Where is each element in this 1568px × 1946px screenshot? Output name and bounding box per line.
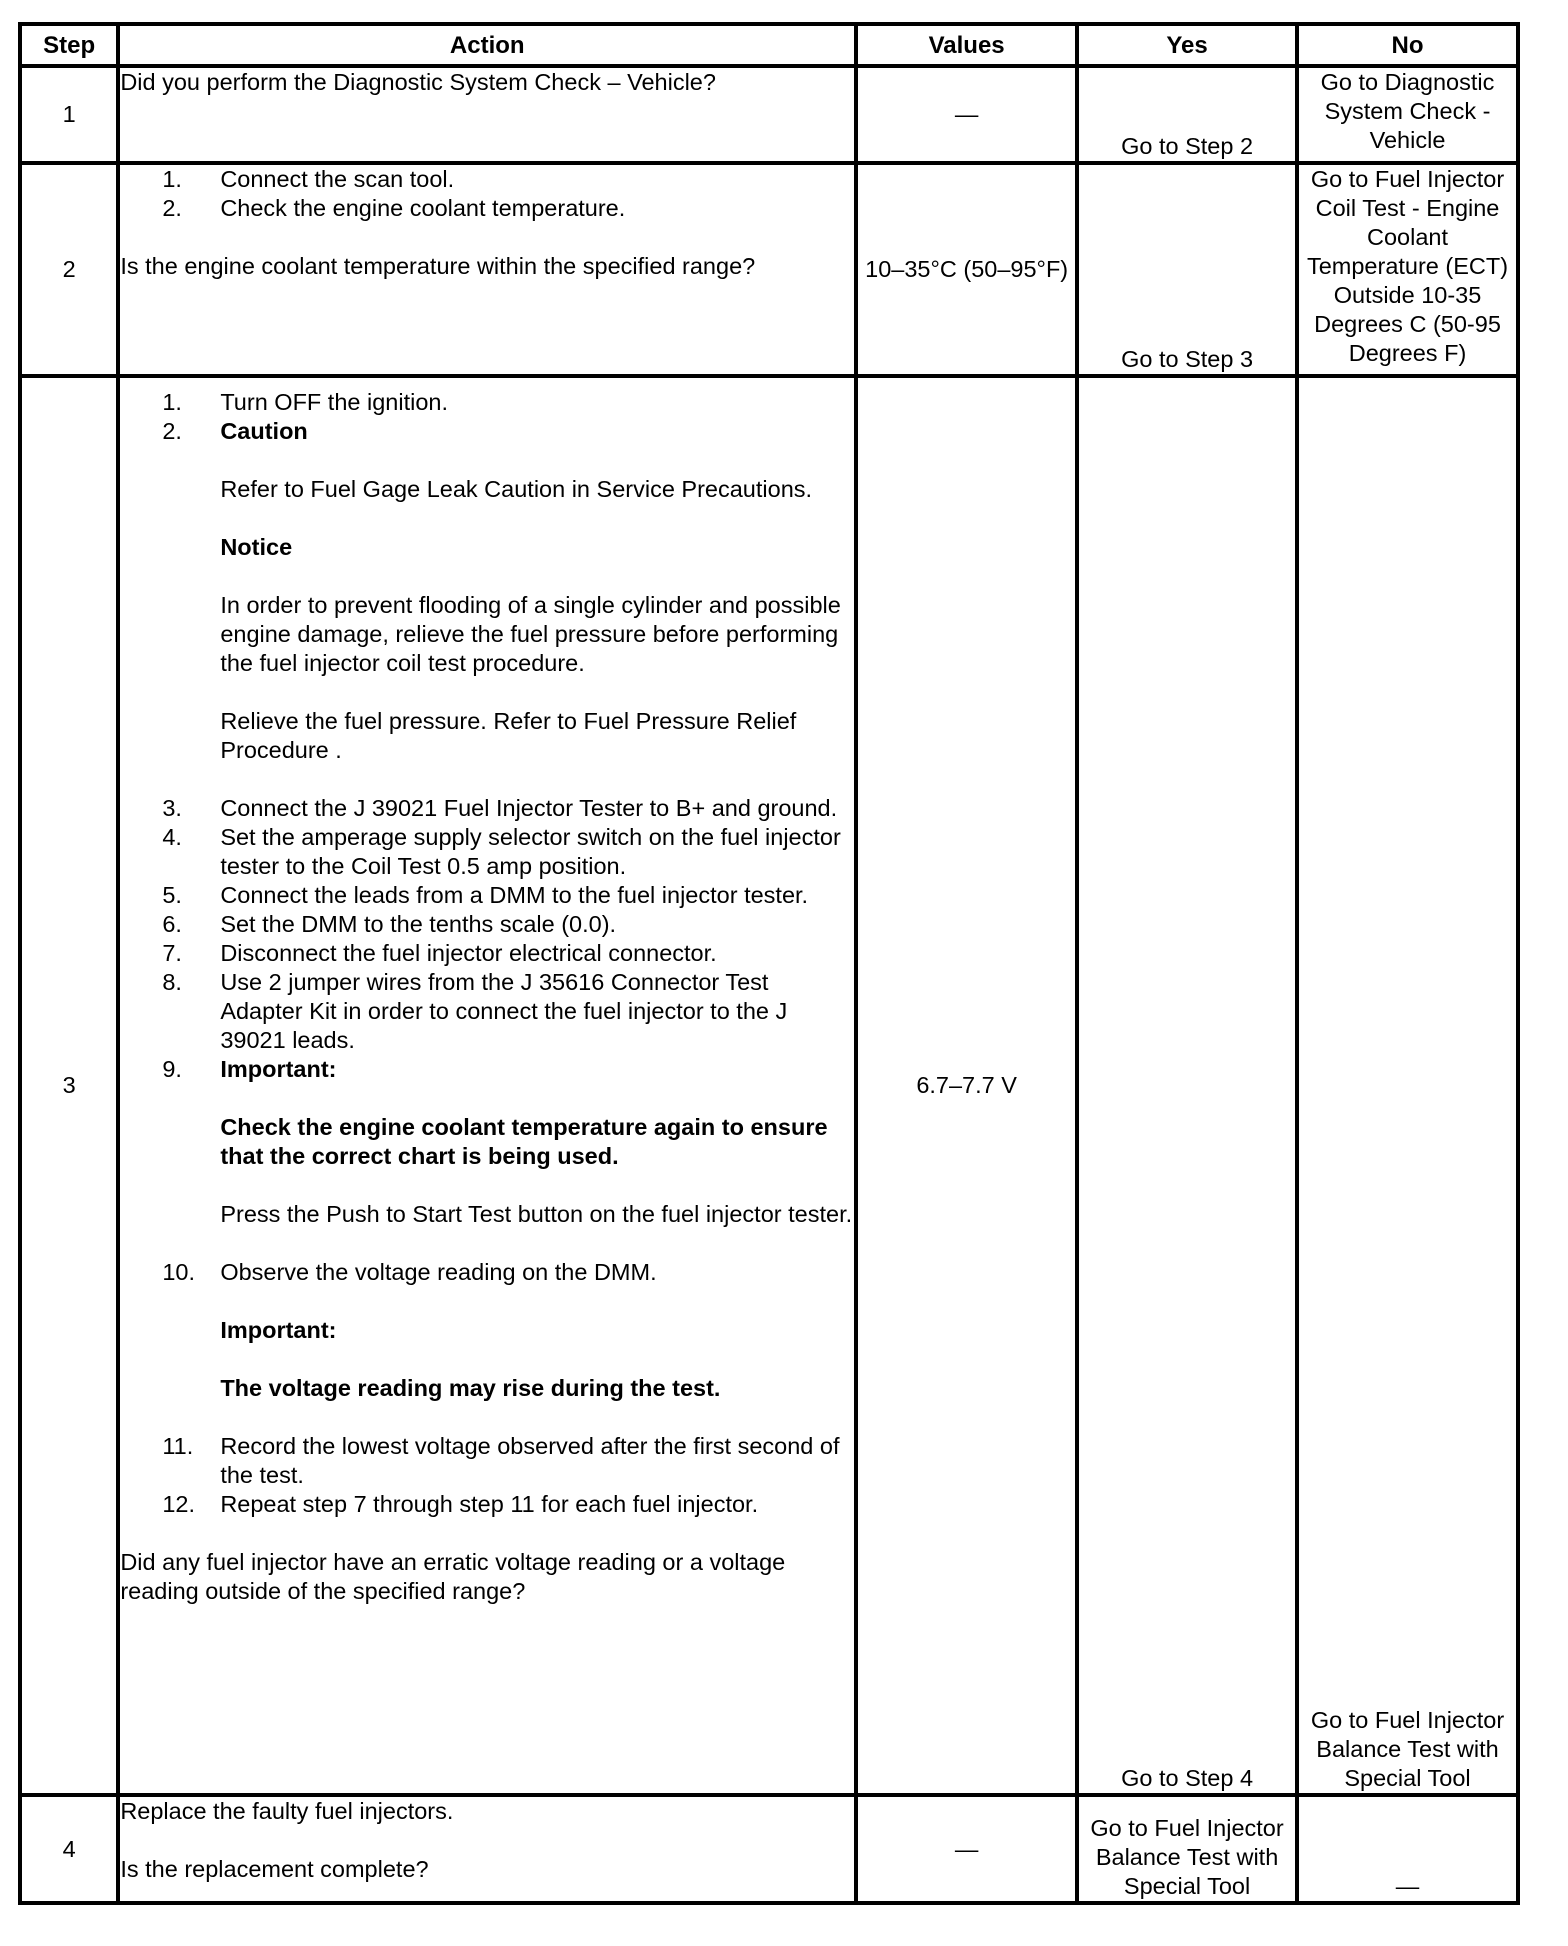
list-item: 3. Connect the J 39021 Fuel Injector Tester to B+ and ground. (162, 795, 838, 821)
step-instruction: Press the Push to Start Test button on the fuel injector tester. (220, 1201, 853, 1227)
question-text: Is the replacement complete? (120, 1856, 429, 1882)
list-item: 1. Connect the scan tool. (162, 166, 455, 192)
table-row (20, 66, 1518, 163)
header-row (20, 24, 1518, 66)
question-text: Is the engine coolant temperature within the specified range? (120, 253, 756, 279)
no-cell: — (1297, 1795, 1518, 1903)
question-text: Did any fuel injector have an erratic voltage reading or a voltage reading outside of the specified range? (120, 1549, 786, 1604)
important-label: Important: (220, 1317, 337, 1343)
list-item: 6. Set the DMM to the tenths scale (0.0). (162, 911, 617, 937)
list-item: 2. Caution Refer to Fuel Gage Leak Caution in Service Precautions. Notice In order to prevent flooding of a single cylinder and possible engine damage, relieve the fuel pressure before performing the fuel injector coil test procedure. Relieve the fuel pressure. Refer to Fuel Pressure Relief Procedure . (120, 417, 854, 794)
values-cell: — (856, 66, 1077, 163)
list-item: 11. Record the lowest voltage observed after the first second of the test. (162, 1433, 840, 1488)
list-item: 2. Check the engine coolant temperature. (162, 195, 626, 221)
step-number: 1 (20, 66, 118, 163)
important-text: Check the engine coolant temperature again to ensure that the correct chart is being used. (220, 1114, 828, 1169)
action-cell (118, 66, 856, 163)
action-cell (118, 376, 856, 1795)
caution-label: Caution (220, 418, 308, 444)
list-item: 12. Repeat step 7 through step 11 for each fuel injector. (162, 1491, 759, 1517)
procedure-list (120, 165, 854, 223)
list-item: 7. Disconnect the fuel injector electrical connector. (162, 940, 717, 966)
no-link[interactable]: Go to Diagnostic System Check - Vehicle (1297, 66, 1518, 163)
yes-link[interactable]: Go to Step 4 (1077, 376, 1297, 1795)
action-cell (118, 163, 856, 376)
list-item: 5. Connect the leads from a DMM to the fuel injector tester. (162, 882, 809, 908)
step-number: 4 (20, 1795, 118, 1903)
values-cell: 6.7–7.7 V (856, 376, 1077, 1795)
important-text: The voltage reading may rise during the test. (220, 1375, 721, 1401)
yes-link[interactable]: Go to Step 2 (1077, 66, 1297, 163)
no-link[interactable]: Go to Fuel Injector Balance Test with Special Tool (1297, 376, 1518, 1795)
caution-text: Refer to Fuel Gage Leak Caution in Service Precautions. (220, 476, 813, 502)
table-row (20, 163, 1518, 376)
action-cell (118, 1795, 856, 1903)
step-instruction: Relieve the fuel pressure. Refer to Fuel Pressure Relief Procedure . (220, 708, 797, 763)
question-text: Did you perform the Diagnostic System Check – Vehicle? (120, 69, 716, 95)
list-item: 8. Use 2 jumper wires from the J 35616 Connector Test Adapter Kit in order to connect the fuel injector to the J 39021 leads. (162, 969, 788, 1053)
yes-link[interactable]: Go to Step 3 (1077, 163, 1297, 376)
header-step: Step (20, 24, 118, 66)
values-cell: — (856, 1795, 1077, 1903)
list-item: 1. Turn OFF the ignition. (162, 389, 449, 415)
notice-text: In order to prevent flooding of a single cylinder and possible engine damage, relieve the fuel pressure before performing the fuel injector coil test procedure. (220, 592, 841, 676)
diagnostic-table (18, 22, 1520, 1905)
table-row (20, 376, 1518, 1795)
step-number: 2 (20, 163, 118, 376)
header-yes: Yes (1077, 24, 1297, 66)
header-values: Values (856, 24, 1077, 66)
step-instruction: Replace the faulty fuel injectors. (120, 1798, 454, 1824)
no-link[interactable]: Go to Fuel Injector Coil Test - Engine Coolant Temperature (ECT) Outside 10-35 Degrees C (50-95 Degrees F) (1297, 163, 1518, 376)
header-no: No (1297, 24, 1518, 66)
header-action: Action (118, 24, 856, 66)
values-cell: 10–35°C (50–95°F) (856, 163, 1077, 376)
list-item: 10. Observe the voltage reading on the DMM. Important: The voltage reading may rise during the test. (120, 1258, 854, 1432)
yes-link[interactable]: Go to Fuel Injector Balance Test with Special Tool (1077, 1795, 1297, 1903)
list-item: 4. Set the amperage supply selector switch on the fuel injector tester to the Coil Test 0.5 amp position. (162, 824, 841, 879)
important-label: Important: (220, 1056, 337, 1082)
procedure-list (120, 388, 854, 1519)
list-item: 9. Important: Check the engine coolant temperature again to ensure that the correct chart is being used. Press the Push to Start Test button on the fuel injector tester. (120, 1055, 854, 1258)
table-row (20, 1795, 1518, 1903)
notice-label: Notice (220, 534, 293, 560)
step-number: 3 (20, 376, 118, 1795)
